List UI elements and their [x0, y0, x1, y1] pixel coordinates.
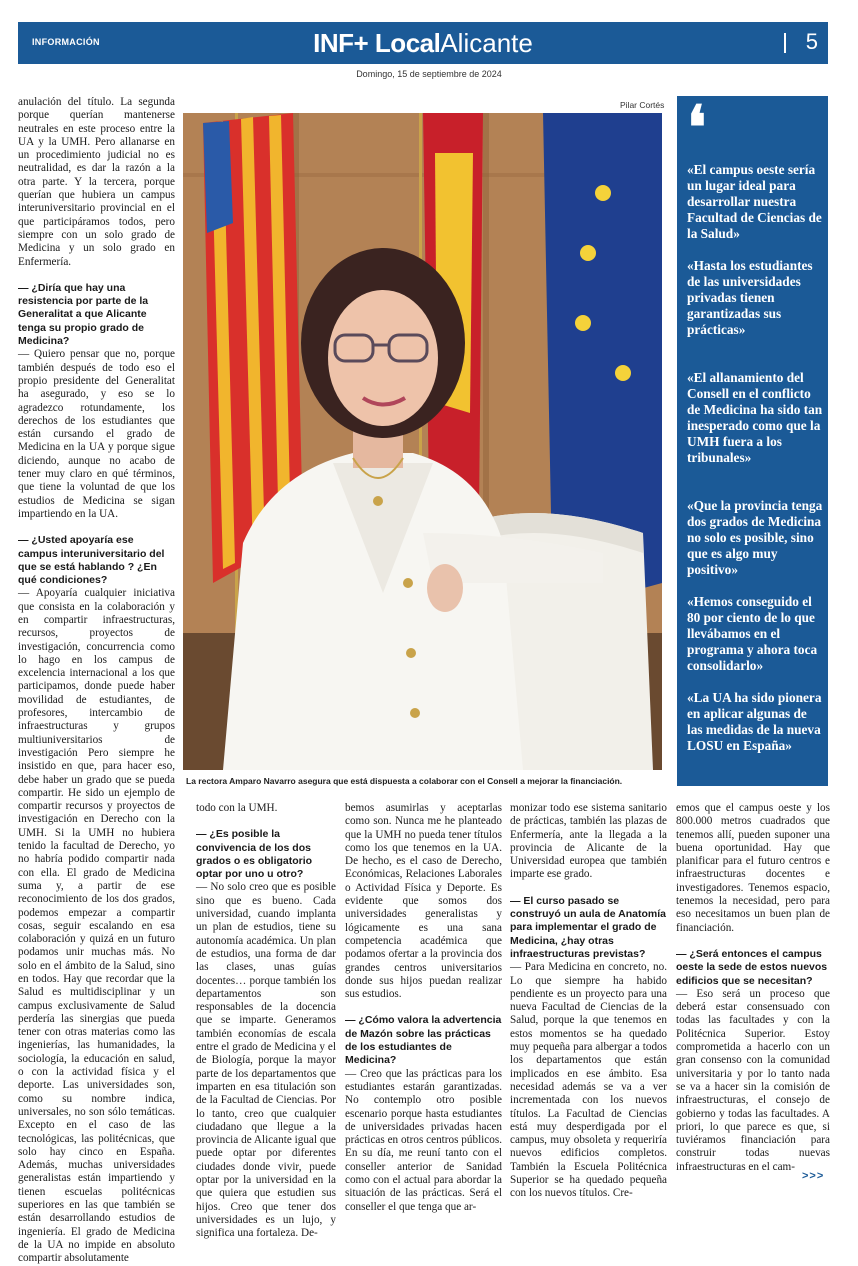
question-paragraph: — ¿Será entonces el campus oeste la sede de estos nuevos edificios que se necesitan?	[676, 947, 828, 987]
newspaper-brand	[18, 28, 828, 58]
answer-paragraph: emos que el campus oeste y los 800.000 metros cuadrados que tenemos allí, pueden suponer una buena oportunidad. Hay que planificar para el futuro centros e infraestructuras docentes e investigadores. Tenemos espacio, tenemos la necesidad, pero para eso necesitamos un buen plan de financiación.	[676, 802, 830, 934]
answer-paragraph: — Creo que las prácticas para los estudiantes estarán garantizadas. No contemplo otro posible escenario porque hasta estudiantes de universidades privadas hacen prácticas en otros centros públicos. En su día, me reuní tanto con el conseller anterior de Sanidad como con el actual para abordar la situación de las prácticas. Será el conseller el que tenga que ar-	[345, 1067, 502, 1213]
question-paragraph: — ¿Diría que hay una resistencia por parte de la Generalitat a que Alicante tenga su propio grado de Medicina?	[18, 281, 149, 348]
portrait-illustration	[183, 113, 662, 770]
rector-portrait-photo	[183, 113, 662, 770]
question-paragraph: — ¿Usted apoyaría ese campus interuniversitario del que se está hablando ? ¿En qué condiciones?	[18, 534, 165, 587]
continue-marker: >>>	[802, 1170, 825, 1182]
pull-quote: «La UA ha sido pionera en aplicar algunas de las medidas de la nueva LOSU en España»	[687, 690, 822, 753]
answer-paragraph: — Para Medicina en concreto, no. Lo que siempre ha habido pendiente es un proyecto para una nueva Facultad de Ciencias de la Salud, porque la que tenemos en estos momentos se ha quedado muy pequeña para albergar a todos los departamentos que están implicados en ese ámbito. Esa necesidad además se va a ver incrementada con los nuevos títulos. La Facultad de Ciencias está muy desperdigada por el campus, muy obsoleta y requeriría nuevos edificios completos. También la Escuela Politécnica Superior se ha quedado pequeña con los nuevos títulos. Cre-	[510, 961, 667, 1200]
answer-paragraph: — Eso será un proceso que deberá estar consensuado con todas las facultades y con la Politécnica Superior. Estoy comprometida a hacerlo con un gran consenso con la comunidad universitaria y por lo tanto nada se va a hacer sin la comisión de infraestructuras, el consejo de gobierno y todas las facultades. A priori, lo que parece es que, si tuviéramos financiación para construir todas nuevas infraestructuras en el cam-	[676, 987, 830, 1173]
pull-quote: «Hasta los estudiantes de las universidades privadas tienen garantizadas sus prácticas»	[687, 258, 813, 337]
pull-quote: «El campus oeste sería un lugar ideal para desarrollar nuestra Facultad de Ciencias de la Salud»	[687, 162, 822, 241]
article-column-4	[510, 802, 667, 1200]
pull-quote: «Hemos conseguido el 80 por ciento de lo que llevábamos en el programa y ahora toca consolidarlo»	[687, 594, 818, 673]
question-paragraph: — ¿Cómo valora la advertencia de Mazón sobre las prácticas de los estudiantes de Medicina?	[345, 1014, 502, 1067]
page-number-divider	[784, 33, 786, 53]
section-label: INFORMACIÓN	[32, 37, 100, 47]
photo-caption: La rectora Amparo Navarro asegura que está dispuesta a colaborar con el Consell a mejorar la financiación.	[186, 776, 623, 786]
pull-quote: «Que la provincia tenga dos grados de Medicina no solo es posible, sino que es algo muy positivo»	[687, 498, 823, 577]
answer-paragraph: — Apoyaría cualquier iniciativa que consista en la colaboración y en compartir infraestructuras, recursos, proyectos de investigación, concurrencia como lo hago en los campus de excelencia internacional a los que participamos, donde puede haber movilidad de estudiantes, de profesores, intercambio de infraestructuras y grupos multiuniversitarios de investigación Pero siempre he insistido en que, para hacer eso, debe haber un grado que se pueda compartir. He sido un ejemplo de compartir recursos y proyectos de investigación en Derecho con la UMH. Si la UMH no hubiera tenido la facultad de Derecho, yo no habría podido compartir nada con ella. El grado de Medicina suma y, a partir de ese reconocimiento de los dos grados, podemos empezar a compartir cosas, seguir escalando en esa colaboración y quizá en un futuro podamos unir muchas más. No solo en el ámbito de la Salud, sino en todos. Hay que recordar que la Salud es multidisciplinar y un campus exclusivamente de Salud perdería las sinergias que pueda tener con otras materias como las ingenierías, las humanidades, la sociología, la educación en salud, o con la actividad física y el deporte. Las universidades son, como su nombre indica, universales, no son sólo temáticas. Excepto en el caso de las tecnológicas, las politécnicas, que solo hay cinco en España. Además, muchas universidades generalistas están impartiendo y tienen escuelas politécnicas superiores en las que también se están desarrollando estudios de ingeniería. El grado de Medicina de la UA no impide en absoluto compartir absolutamente	[18, 587, 175, 1265]
question-paragraph: — ¿Es posible la convivencia de los dos grados o es obligatorio optar por uno u otro?	[196, 828, 313, 881]
article-column-3	[345, 802, 502, 1213]
answer-paragraph: — No solo creo que es posible sino que es bueno. Cada universidad, cuando implanta un plan de estudios, tiene su autonomía académica. Un plan de estudios, una forma de dar las clases, unas guías docentes… porque también los departamentos son responsables de la docencia que se imparte. Generamos también economías de escala entre el grado de Medicina y el de Biología, porque la mayor parte de los departamentos que imparten en esa titulación son de la Facultad de Ciencias. Por lo tanto, creo que cualquier ciudadano que llegue a la provincia de Alicante igual que puede optar por diferentes ciudades donde vivir, puede optar por la universidad en la que quiera que estudien sus hijos. Creo que tener dos universidades es un lujo, y significa una fortaleza. De-	[196, 881, 336, 1240]
publication-date: Domingo, 15 de septiembre de 2024	[356, 69, 502, 79]
answer-paragraph: bemos asumirlas y aceptarlas como son. Nunca me he planteado que la UMH no pueda tener títulos como los que tenemos en la UA. De hecho, es el caso de Derecho, Económicas, Relaciones Laborales o Actividad Física y Deporte. Es evidente que somos dos universidades generalistas y lógicamente es una sana competencia académica que podamos ofertar a la provincia dos grandes centros universitarios donde sus hijos puedan realizar sus estudios.	[345, 802, 502, 1001]
question-paragraph: — El curso pasado se construyó un aula de Anatomía para implementar el grado de Medicina, ¿hay otras infraestructuras previstas?	[510, 894, 666, 960]
answer-paragraph: anulación del título. La segunda porque querían mantenerse neutrales en este proceso entre la UA y la UMH. Pero allanarse en un procedimiento judicial no es neutralidad, es dar la razón a la otra parte. Y la tercera, porque querían que hubiera un campus interuniversitario provincial en el que participáramos todos, pero siempre con un solo grado de Medicina y un solo grado en Enfermería.	[18, 96, 175, 268]
page-header	[18, 22, 828, 64]
page-number: 5	[805, 29, 818, 54]
answer-paragraph: — Quiero pensar que no, porque también después de todo eso el propio presidente del Generalitat ha asegurado, y eso se lo agradezco rotundamente, los derechos de los estudiantes que están cursando el grado de Medicina en la UA y porque sigue diciendo, aunque no acabo de tener muy claro en qué términos, que tiene la voluntad de que los estudios de Medicina se sigan impartiendo en la UA.	[18, 348, 175, 520]
quote-mark-icon: ❛	[687, 95, 707, 161]
pull-quote: «El allanamiento del Consell en el conflicto de Medicina ha sido tan inesperado como que la UMH fuera a los tribunales»	[687, 370, 823, 465]
brand-bold: INF+ Local	[313, 28, 441, 58]
answer-paragraph: todo con la UMH.	[196, 802, 278, 814]
article-column-5	[676, 802, 830, 1173]
answer-paragraph: monizar todo ese sistema sanitario de prácticas, también las plazas de Enfermería, ante la llegada a la provincia de Alicante de la Universidad europea que también imparte ese grado.	[510, 802, 667, 881]
brand-light: Alicante	[440, 28, 533, 58]
quotes-sidebar	[677, 96, 828, 786]
article-column-2	[196, 802, 336, 1240]
article-column-1	[18, 96, 175, 1265]
photo-credit: Pilar Cortés	[620, 100, 665, 110]
